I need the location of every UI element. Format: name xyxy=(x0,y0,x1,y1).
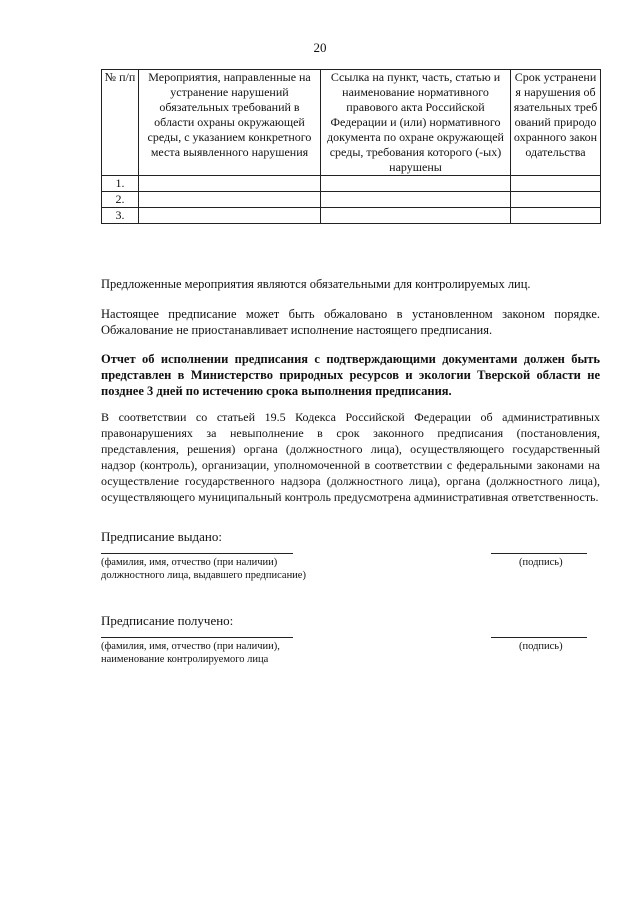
received-signature-line[interactable] xyxy=(491,637,587,638)
header-measures: Мероприятия, направленные на устранение нарушений обязательных требований в области охраны окружающей среды, с указанием конкретного места выявленного нарушения xyxy=(139,70,321,176)
issued-signature-caption: (подпись) xyxy=(519,557,563,568)
table-header-row xyxy=(102,70,601,176)
row-number: 1. xyxy=(102,176,139,192)
table-cell[interactable] xyxy=(321,192,511,208)
header-legal-reference: Ссылка на пункт, часть, статью и наименование нормативного правового акта Российской Федерации и (или) нормативного документа по охране окружающей среды, требования которого (-ых) нарушены xyxy=(321,70,511,176)
table-cell[interactable] xyxy=(511,176,601,192)
row-number: 2. xyxy=(102,192,139,208)
issued-name-caption-2: должностного лица, выдавшего предписание) xyxy=(101,570,306,581)
report-paragraph: Отчет об исполнении предписания с подтверждающими документами должен быть представлен в Министерство природных ресурсов и экологии Тверской области не позднее 3 дней по истечению срока выполнения предписания. xyxy=(101,352,600,398)
appeal-paragraph: Настоящее предписание может быть обжаловано в установленном законом порядке. Обжалование не приостанавливает исполнение настоящего предписания. xyxy=(101,307,600,337)
issued-name-line[interactable] xyxy=(101,553,293,554)
table-cell[interactable] xyxy=(139,176,321,192)
table-row xyxy=(102,176,601,192)
table-cell[interactable] xyxy=(321,208,511,224)
violations-table xyxy=(101,69,601,224)
table-row xyxy=(102,192,601,208)
table-cell[interactable] xyxy=(139,192,321,208)
table-cell[interactable] xyxy=(139,208,321,224)
received-name-caption-2: наименование контролируемого лица xyxy=(101,654,269,665)
liability-paragraph: В соответствии со статьей 19.5 Кодекса Российской Федерации об административных правонарушениях за невыполнение в срок законного предписания (постановления, представления, решения) органа (должностного лица), осуществляющего государственный надзор (контроль), организации, уполномоченной в соответствии с федеральными законами на осуществление государственного надзора (должностного лица), органа (должностного лица), осуществляющего муниципальный контроль предусмотрена административная ответственность. xyxy=(101,410,600,504)
issued-label: Предписание выдано: xyxy=(101,529,222,544)
issued-name-caption: (фамилия, имя, отчество (при наличии) xyxy=(101,557,278,568)
received-signature-caption: (подпись) xyxy=(519,641,563,652)
header-deadline: Срок устранения нарушения обязательных требований природоохранного законодательства xyxy=(511,70,601,176)
header-number: № п/п xyxy=(102,70,139,176)
table-cell[interactable] xyxy=(321,176,511,192)
received-name-caption: (фамилия, имя, отчество (при наличии), xyxy=(101,641,280,652)
table-cell[interactable] xyxy=(511,208,601,224)
table-row xyxy=(102,208,601,224)
issued-signature-line[interactable] xyxy=(491,553,587,554)
received-label: Предписание получено: xyxy=(101,613,234,628)
table-cell[interactable] xyxy=(511,192,601,208)
received-name-line[interactable] xyxy=(101,637,293,638)
mandatory-paragraph: Предложенные мероприятия являются обязательными для контролируемых лиц. xyxy=(101,277,531,291)
row-number: 3. xyxy=(102,208,139,224)
page-number: 20 xyxy=(313,40,327,55)
